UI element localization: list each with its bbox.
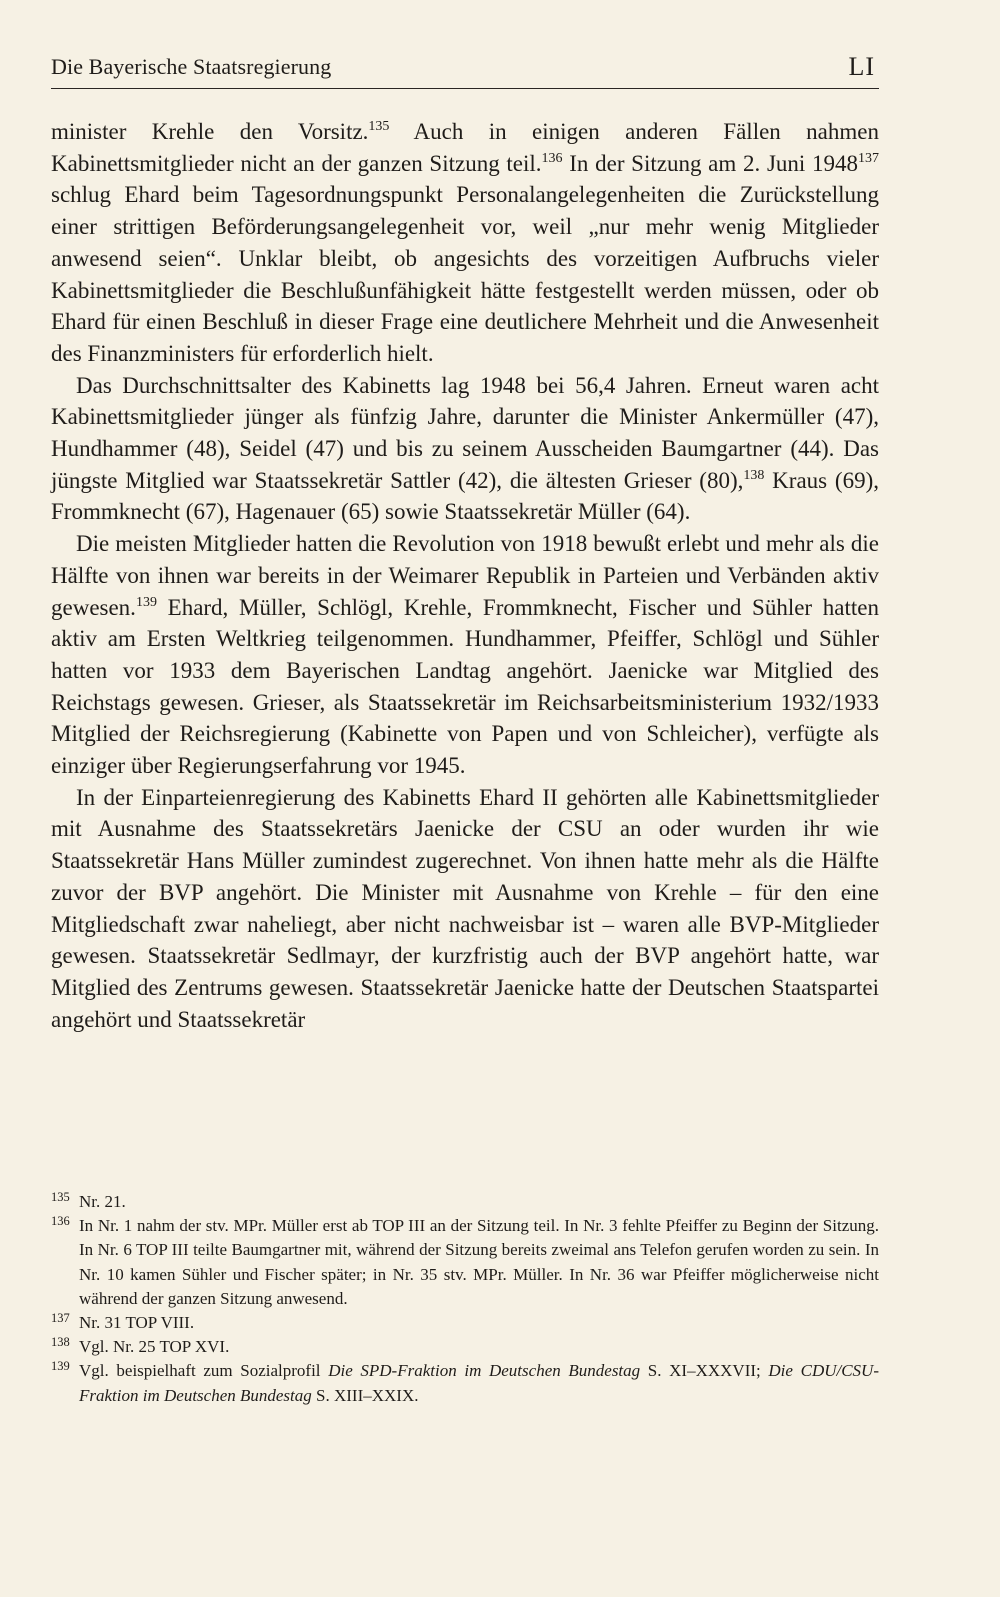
text-run: Die meisten Mitglieder hatten die Revolution von 1918 bewußt erlebt und mehr als die Hälfte von ihnen war bereits in der Weimarer Republik in Parteien und Verbänden aktiv gewesen. (51, 531, 879, 620)
paragraph-1 (51, 116, 879, 370)
running-title: Die Bayerische Staatsregierung (51, 54, 332, 79)
footnote-ref-135: 135 (368, 119, 390, 134)
paragraph-3 (51, 528, 879, 782)
footnote-text: Nr. 21. (79, 1192, 126, 1211)
cited-title: Die SPD-Fraktion im Deutschen Bundestag (328, 1361, 641, 1381)
footnote-text: Vgl. beispielhaft zum Sozialprofil (79, 1361, 329, 1381)
text-run: Ehard, Müller, Schlögl, Krehle, Frommknecht, Fischer und Sühler hatten aktiv am Ersten Weltkrieg teilgenommen. Hundhammer, Pfeiffer, Schlögl und Sühler hatten vor 1933 dem Bayerischen Landtag angehört. Jaenicke war Mitglied des Reichstags gewesen. Grieser, als Staatssekretär im Reichsarbeitsministerium 1932/1933 Mitglied der Reichsregierung (Kabinette von Papen und von Schleicher), verfügte als einziger über Regierungserfahrung vor 1945. (51, 594, 879, 779)
text-run: Auch in einigen anderen Fällen nahmen Kabinettsmitglieder nicht an der ganzen Sitzung teil. (51, 119, 879, 176)
footnote (51, 1311, 879, 1335)
cited-title: Die CDU/CSU-Fraktion im Deutschen Bundestag (79, 1361, 879, 1405)
footnote-ref-138: 138 (743, 467, 765, 483)
text-run: Kraus (69), Frommknecht (67), Hagenauer (65) sowie Staatssekretär Müller (64). (51, 467, 879, 525)
footnote-text: In Nr. 1 nahm der stv. MPr. Müller erst ab TOP III an der Sitzung teil. In Nr. 3 fehlte Pfeiffer zu Beginn der Sitzung. In Nr. 6 TOP III teilte Baumgartner mit, während der Sitzung bereits zweimal ans Telefon gerufen worden zu sein. In Nr. 10 kamen Sühler und Fischer später; in Nr. 35 stv. MPr. Müller. In Nr. 36 war Pfeiffer möglicherweise nicht während der ganzen Sitzung anwesend. (79, 1216, 879, 1308)
footnote (51, 1359, 879, 1407)
main-text (51, 116, 879, 1035)
paragraph-4 (51, 782, 879, 1036)
footnote-text: Nr. 31 TOP VIII. (79, 1313, 195, 1333)
footnote-ref-136: 136 (541, 150, 563, 166)
page-number: LI (848, 52, 875, 81)
footnotes (51, 1190, 879, 1408)
footnote-number: 135 (51, 1190, 70, 1204)
text-run: minister Krehle den Vorsitz. (51, 119, 369, 144)
footnote (51, 1335, 879, 1359)
footnote-number: 137 (51, 1311, 70, 1326)
footnote-number: 138 (51, 1335, 70, 1350)
text-run: schlug Ehard beim Tagesordnungspunkt Personalangelegenheiten die Zurückstellung einer strittigen Beförderungsangelegenheit vor, weil „nur mehr wenig Mitglieder anwesend seien“. Unklar bleibt, ob angesichts des vorzeitigen Aufbruchs vieler Kabinettsmitglieder die Beschlußunfähigkeit hätte festgestellt werden müssen, oder ob Ehard für einen Beschluß in dieser Frage eine deutlichere Mehrheit und die Anwesenheit des Finanzministers für erforderlich hielt. (51, 182, 879, 366)
footnote (51, 1190, 879, 1214)
footnote-ref-137: 137 (858, 150, 879, 166)
text-run: In der Einparteienregierung des Kabinetts Ehard II gehörten alle Kabinettsmitglieder mit Ausnahme des Staatssekretärs Jaenicke der CSU an oder wurden ihr wie Staatssekretär Hans Müller zumindest zugerechnet. Von ihnen hatte mehr als die Hälfte zuvor der BVP angehört. Die Minister mit Ausnahme von Krehle – für den eine Mitgliedschaft zwar naheliegt, aber nicht nachweisbar ist – waren alle BVP-Mitglieder gewesen. Staatssekretär Sedlmayr, der kurzfristig auch der BVP angehört hatte, war Mitglied des Zentrums gewesen. Staatssekretär Jaenicke hatte der Deutschen Staatspartei angehört und Staatssekretär (51, 784, 879, 1032)
footnote (51, 1214, 879, 1311)
footnote-text: Vgl. Nr. 25 TOP XVI. (79, 1337, 230, 1357)
footnote-text: S. XI–XXXVII; (640, 1361, 769, 1381)
footnote-number: 139 (51, 1359, 70, 1374)
footnote-ref-139: 139 (135, 594, 157, 610)
text-run: Das Durchschnittsalter des Kabinetts lag 1948 bei 56,4 Jahren. Erneut waren acht Kabinettsmitglieder jünger als fünfzig Jahre, darunter die Minister Ankermüller (47), Hundhammer (48), Seidel (47) und bis zu seinem Ausscheiden Baumgartner (44). Das jüngste Mitglied war Staatssekretär Sattler (42), die ältesten Grieser (80), (51, 372, 879, 493)
paragraph-2 (51, 370, 879, 529)
text-run: In der Sitzung am 2. Juni 1948 (562, 150, 858, 176)
running-head (51, 50, 879, 89)
footnote-number: 136 (51, 1214, 70, 1229)
footnote-text: S. XIII–XXIX. (311, 1385, 419, 1405)
